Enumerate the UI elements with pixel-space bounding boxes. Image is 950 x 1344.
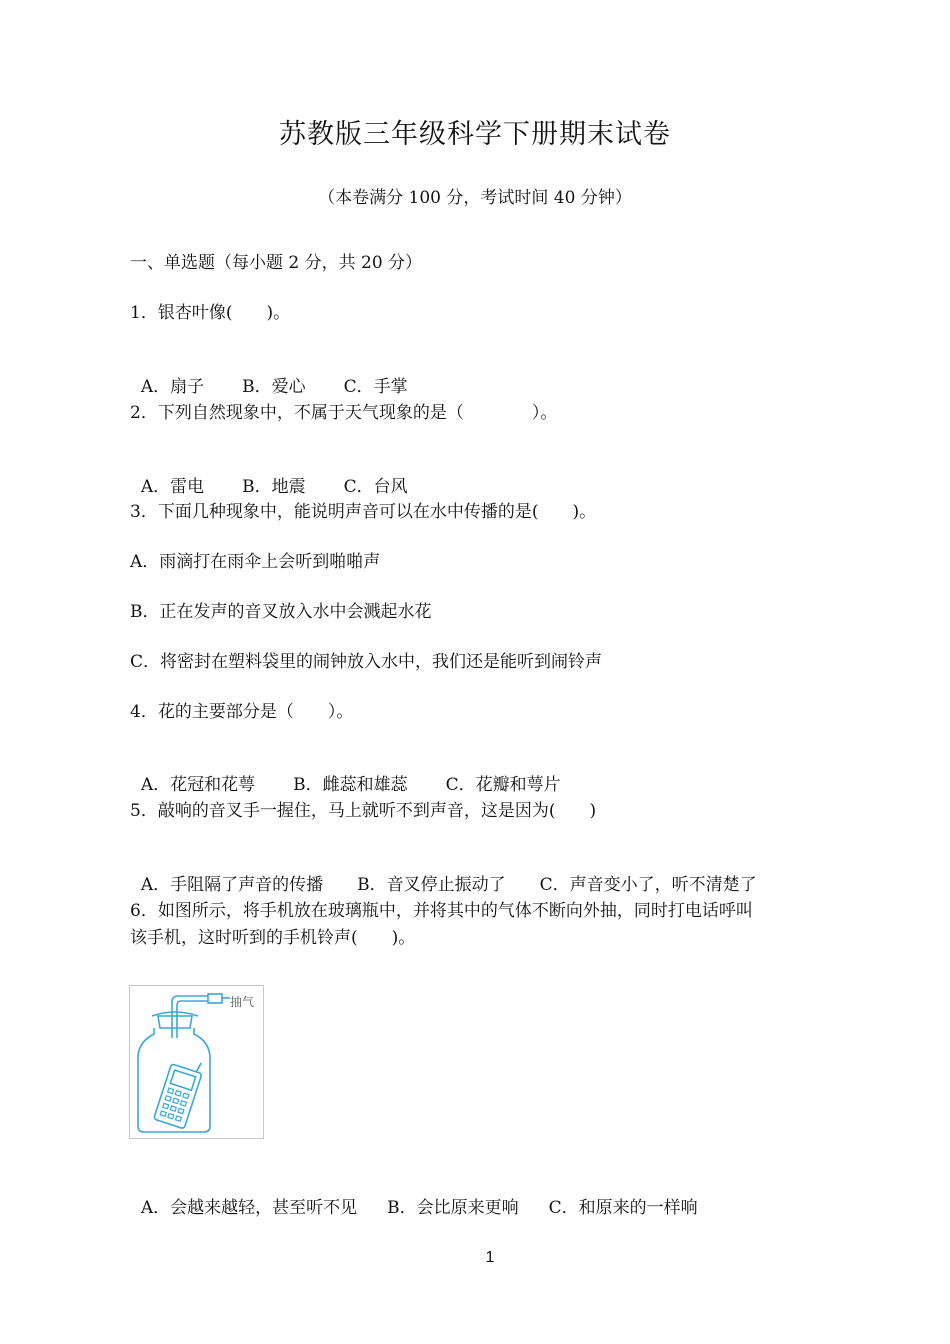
document-subtitle: （本卷满分 100 分，考试时间 40 分钟） xyxy=(318,188,632,208)
question-3-option-a: A．雨滴打在雨伞上会听到啪啪声 xyxy=(130,552,381,572)
question-6-options xyxy=(130,1172,698,1220)
question-5-option-c: C．声音变小了，听不清楚了 xyxy=(539,875,757,895)
question-2-option-b: B．地震 xyxy=(242,477,306,497)
question-2-stem: 2．下列自然现象中，不属于天气现象的是（ ）。 xyxy=(130,403,558,423)
section-heading: 一、单选题（每小题 2 分，共 20 分） xyxy=(130,253,423,273)
question-3-option-b: B．正在发声的音叉放入水中会溅起水花 xyxy=(130,602,432,622)
page-number: 1 xyxy=(485,1249,495,1266)
question-4-stem: 4．花的主要部分是（ ）。 xyxy=(130,702,354,722)
tube-connector xyxy=(208,994,222,1003)
question-4-option-a: A．花冠和花萼 xyxy=(140,775,256,795)
document-title: 苏教版三年级科学下册期末试卷 xyxy=(279,119,671,150)
question-5-option-b: B．音叉停止振动了 xyxy=(357,875,506,895)
question-2-option-a: A．雷电 xyxy=(140,477,205,497)
question-6-option-c: C．和原来的一样响 xyxy=(548,1198,698,1218)
question-2-option-c: C．台风 xyxy=(343,477,408,497)
question-3-option-c: C．将密封在塑料袋里的闹钟放入水中，我们还是能听到闹铃声 xyxy=(130,652,603,672)
question-1-option-b: B．爱心 xyxy=(242,377,306,397)
question-1-stem: 1．银杏叶像( )。 xyxy=(130,303,291,323)
question-1-options xyxy=(130,351,408,399)
jar-illustration xyxy=(130,986,263,1138)
jar-stopper xyxy=(158,1016,192,1028)
question-6-option-a: A．会越来越轻，甚至听不见 xyxy=(140,1198,358,1218)
question-3-stem: 3．下面几种现象中，能说明声音可以在水中传播的是( )。 xyxy=(130,502,597,522)
question-1-option-a: A．扇子 xyxy=(140,377,205,397)
question-4-option-b: B．雌蕊和雄蕊 xyxy=(293,775,408,795)
question-6-option-b: B．会比原来更响 xyxy=(387,1198,519,1218)
question-5-options xyxy=(130,849,757,897)
question-2-options xyxy=(130,451,408,499)
jar-phone-figure xyxy=(129,985,264,1139)
phone-shape xyxy=(154,1054,205,1129)
question-6-stem-line-2: 该手机，这时听到的手机铃声( )。 xyxy=(130,928,416,948)
question-1-option-c: C．手掌 xyxy=(343,377,408,397)
question-4-option-c: C．花瓣和萼片 xyxy=(445,775,561,795)
question-6-stem-line-1: 6．如图所示，将手机放在玻璃瓶中，并将其中的气体不断向外抽，同时打电话呼叫 xyxy=(130,901,753,921)
question-5-option-a: A．手阻隔了声音的传播 xyxy=(140,875,324,895)
question-5-stem: 5．敲响的音叉手一握住，马上就听不到声音，这是因为( ) xyxy=(130,801,597,821)
question-4-options xyxy=(130,749,561,797)
figure-label: 抽气 xyxy=(230,995,255,1009)
